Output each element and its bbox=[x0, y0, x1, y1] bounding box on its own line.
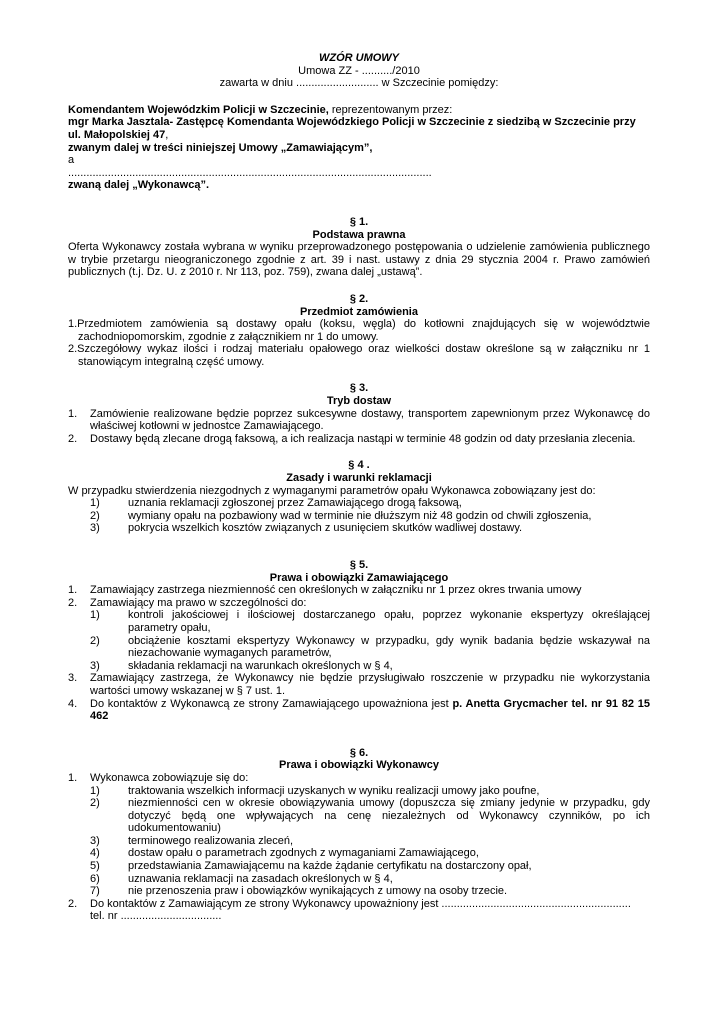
s4-item-2-num: 2) bbox=[90, 509, 100, 522]
concluded-line: zawarta w dniu ........................... w Szczecinie pomiędzy: bbox=[219, 77, 499, 90]
client-called: zwanym dalej w treści niniejszej Umowy „Zamawiającym”, bbox=[68, 141, 373, 154]
s5-item-1-num: 1. bbox=[68, 584, 78, 597]
s3-item-1-num: 1. bbox=[68, 407, 78, 420]
s5-sub-1 bbox=[68, 609, 650, 634]
s4-item-1 bbox=[68, 497, 650, 510]
s3-item-2-text: Dostawy będą zlecane drogą faksową, a ich realizacja nastąpi w terminie 48 godzin od daty przesłania zlecenia. bbox=[90, 432, 636, 445]
s5-number: § 5. bbox=[349, 559, 369, 571]
s6-sub-6 bbox=[68, 873, 650, 886]
s5-item-4-text bbox=[90, 698, 650, 723]
s6-sub-4 bbox=[68, 847, 650, 860]
s4-item-3 bbox=[68, 522, 650, 535]
s5-item-3-num: 3. bbox=[68, 672, 78, 685]
contract-document bbox=[68, 52, 650, 923]
s6-sub-7-num: 7) bbox=[90, 885, 100, 898]
s5-item-4-intro: Do kontaktów z Wykonawcą ze strony Zamawiającego upoważniona jest bbox=[90, 697, 453, 710]
s5-sub-1-text: kontroli jakościowej i ilościowej dostarczanego opału, poprzez wykonanie ekspertyzy określającej parametry opału, bbox=[128, 609, 650, 634]
s5-item-1 bbox=[68, 584, 650, 597]
s5-sub-3-text: składania reklamacji na warunkach określonych w § 4, bbox=[128, 659, 393, 672]
contractor-called: zwaną dalej „Wykonawcą”. bbox=[68, 179, 210, 192]
s6-sub-5 bbox=[68, 860, 650, 873]
s4-item-3-num: 3) bbox=[90, 522, 100, 535]
s4-item-2 bbox=[68, 510, 650, 523]
s6-sub-1-num: 1) bbox=[90, 784, 100, 797]
contract-number: Umowa ZZ - ........../2010 bbox=[298, 64, 420, 77]
s1-number: § 1. bbox=[349, 215, 369, 228]
s3-item-1-text: Zamówienie realizowane będzie poprzez sukcesywne dostawy, transportem zapewnionym przez Wykonawcę do właściwej kotłowni w jednostce Zamawiającego. bbox=[90, 407, 650, 433]
s6-item-1-num: 1. bbox=[68, 771, 78, 784]
s6-item-2 bbox=[68, 898, 650, 923]
s3-item-2 bbox=[68, 433, 650, 446]
s5-item-2-num: 2. bbox=[68, 596, 78, 609]
s5-title: Prawa i obowiązki Zamawiającego bbox=[269, 571, 449, 584]
and-word: a bbox=[68, 154, 75, 167]
s4-item-1-num: 1) bbox=[90, 497, 100, 510]
s6-number: § 6. bbox=[349, 746, 369, 759]
s5-item-4 bbox=[68, 698, 650, 723]
s6-sub-2-text: niezmienności cen w okresie obowiązywania umowy (dopuszcza się zmiany jedynie w przypadku, gdy dotyczyć będą one wpływających na cenę niezależnych od Wykonawcy czynników, po ich udokumentowaniu) bbox=[128, 797, 650, 835]
client-representative bbox=[68, 116, 650, 141]
s6-sub-2-num: 2) bbox=[90, 797, 100, 810]
s6-sub-3-num: 3) bbox=[90, 834, 100, 847]
s6-sub-7 bbox=[68, 885, 650, 898]
s6-contact-phone: tel. nr ................................. bbox=[90, 910, 222, 923]
s5-item-2 bbox=[68, 597, 650, 610]
s6-sub-5-num: 5) bbox=[90, 860, 100, 873]
s4-title: Zasady i warunki reklamacji bbox=[286, 472, 432, 485]
client-name: Komendantem Wojewódzkim Policji w Szczecinie, bbox=[68, 103, 329, 116]
s6-item-2-text bbox=[90, 898, 650, 923]
s2-title: Przedmiot zamówienia bbox=[300, 305, 418, 318]
document-title: WZÓR UMOWY bbox=[318, 52, 400, 64]
s5-sub-2 bbox=[68, 635, 650, 660]
s5-sub-3 bbox=[68, 660, 650, 673]
s3-number: § 3. bbox=[349, 382, 369, 395]
s4-intro: W przypadku stwierdzenia niezgodnych z wymaganymi parametrów opału Wykonawca zobowiązany jest do: bbox=[68, 484, 596, 497]
s6-sub-4-text: dostaw opału o parametrach zgodnych z wymaganiami Zamawiającego, bbox=[128, 847, 479, 860]
s3-title: Tryb dostaw bbox=[326, 395, 392, 408]
s6-item-2-num: 2. bbox=[68, 897, 78, 910]
client-rep-text: mgr Marka Jasztala- Zastępcę Komendanta Wojewódzkiego Policji w Szczecinie z siedzibą w Szczecinie przy ul. Małopolskiej 47 bbox=[68, 116, 636, 141]
s1-title: Podstawa prawna bbox=[312, 228, 406, 241]
s5-sub-2-text: obciążenie kosztami ekspertyzy Wykonawcy w przypadku, gdy wynik badania będzie wskazywał na niezachowanie wymaganych parametrów, bbox=[128, 634, 650, 660]
s6-contact-line: Do kontaktów z Zamawiającym ze strony Wykonawcy upoważniony jest .............................................................. bbox=[90, 897, 631, 910]
s3-item-2-num: 2. bbox=[68, 432, 78, 445]
s4-number: § 4 . bbox=[348, 459, 370, 472]
s5-item-3 bbox=[68, 672, 650, 697]
s4-item-2-text: wymiany opału na pozbawiony wad w terminie nie dłuższym niż 48 godzin od chwili zgłoszenia, bbox=[128, 509, 592, 522]
s4-item-3-text: pokrycia wszelkich kosztów związanych z usunięciem skutków wadliwej dostawy. bbox=[128, 522, 523, 535]
s1-text: Oferta Wykonawcy została wybrana w wyniku przeprowadzonego postępowania o udzielenie zamówienia publicznego w trybie przetargu nieograniczonego zgodnie z art. 39 i nast. ustawy z dnia 29 stycznia 2004 r. Prawo zamówień publicznych (t.j. Dz. U. z 2010 r. Nr 113, poz. 759), zwana dalej „ustawą”. bbox=[68, 241, 650, 279]
client-line bbox=[68, 104, 650, 117]
s5-sub-1-num: 1) bbox=[90, 609, 100, 622]
contractor-dots: ....................................................................................................................... bbox=[68, 166, 432, 179]
s5-sub-2-num: 2) bbox=[90, 634, 100, 647]
s6-sub-3 bbox=[68, 835, 650, 848]
s6-sub-1 bbox=[68, 785, 650, 798]
s5-item-4-num: 4. bbox=[68, 697, 78, 710]
s5-item-2-text: Zamawiający ma prawo w szczególności do: bbox=[90, 596, 307, 609]
s6-item-1 bbox=[68, 772, 650, 785]
s6-title: Prawa i obowiązki Wykonawcy bbox=[279, 759, 439, 772]
s6-sub-7-text: nie przenoszenia praw i obowiązków wynikających z umowy na osoby trzecie. bbox=[128, 885, 508, 898]
s2-item-1: 1.Przedmiotem zamówienia są dostawy opału (koksu, węgla) do kotłowni znajdujących się w województwie zachodniopomorskim, zgodnie z załącznikiem nr 1 do umowy. bbox=[68, 318, 650, 343]
s6-sub-3-text: terminowego realizowania zleceń, bbox=[128, 834, 294, 847]
client-rep-end: , bbox=[165, 128, 169, 141]
s5-item-1-text: Zamawiający zastrzega niezmienność cen określonych w załączniku nr 1 przez okres trwania umowy bbox=[90, 584, 582, 597]
s5-item-3-text: Zamawiający zastrzega, że Wykonawcy nie będzie przysługiwało roszczenie w przypadku nie wykorzystania wartości umowy wskazanej w § 7 ust. 1. bbox=[90, 672, 650, 697]
s3-item-1 bbox=[68, 408, 650, 433]
s6-sub-1-text: traktowania wszelkich informacji uzyskanych w wyniku realizacji umowy jako poufne, bbox=[128, 784, 540, 797]
s6-sub-5-text: przedstawiania Zamawiającemu na każde żądanie certyfikatu na dostarczony opał, bbox=[128, 860, 532, 873]
s6-sub-6-text: uznawania reklamacji na zasadach określonych w § 4, bbox=[128, 872, 393, 885]
s4-item-1-text: uznania reklamacji zgłoszonej przez Zamawiającego drogą faksową, bbox=[128, 497, 462, 510]
s2-number: § 2. bbox=[349, 292, 369, 305]
client-rep-intro: reprezentowanym przez: bbox=[328, 103, 453, 116]
s6-item-1-text: Wykonawca zobowiązuje się do: bbox=[90, 771, 249, 784]
s6-sub-2 bbox=[68, 797, 650, 835]
s6-sub-4-num: 4) bbox=[90, 847, 100, 860]
s6-sub-6-num: 6) bbox=[90, 872, 100, 885]
s2-item-2: 2.Szczegółowy wykaz ilości i rodzaj materiału opałowego oraz wielkości dostaw określone są w załączniku nr 1 stanowiącym integralną część umowy. bbox=[68, 343, 650, 368]
s5-sub-3-num: 3) bbox=[90, 659, 100, 672]
s5-contact-person: p. Anetta Grycmacher tel. nr 91 82 15 462 bbox=[90, 697, 650, 723]
